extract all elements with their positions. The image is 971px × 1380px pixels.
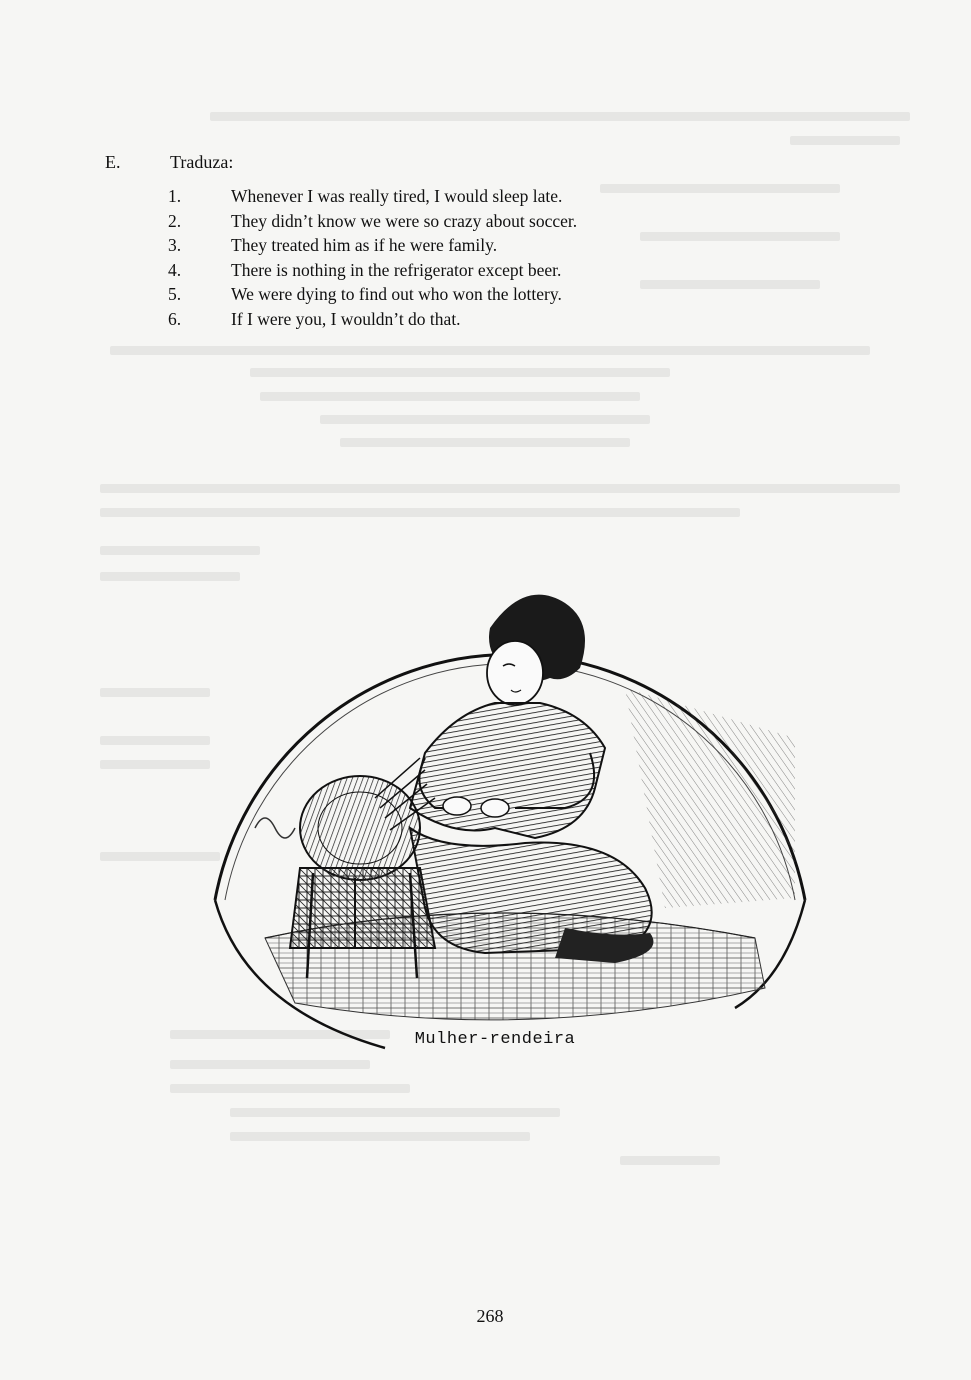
lace-maker-illustration bbox=[195, 508, 825, 1063]
translation-list bbox=[168, 184, 745, 332]
illustration-caption: Mulher-rendeira bbox=[414, 1030, 576, 1049]
item-number: 4. bbox=[168, 259, 182, 280]
list-item bbox=[168, 233, 745, 258]
list-item bbox=[168, 258, 745, 283]
item-text: They didn’t know we were so crazy about soccer. bbox=[231, 210, 578, 231]
lace-maker-engraving-icon bbox=[195, 508, 825, 1063]
exercise-instruction: Traduza: bbox=[170, 152, 234, 172]
exercise-letter: E. bbox=[105, 152, 121, 172]
item-text: We were dying to find out who won the lottery. bbox=[231, 284, 562, 305]
exercise-e bbox=[105, 150, 745, 332]
item-text: If I were you, I wouldn’t do that. bbox=[231, 308, 461, 329]
exercise-heading bbox=[105, 150, 745, 174]
item-number: 6. bbox=[168, 308, 182, 329]
item-number: 2. bbox=[168, 210, 182, 231]
list-item bbox=[168, 282, 745, 307]
list-item bbox=[168, 184, 745, 209]
item-number: 1. bbox=[168, 186, 182, 206]
page-number: 268 bbox=[476, 1306, 504, 1326]
list-item bbox=[168, 307, 745, 332]
item-number: 3. bbox=[168, 235, 182, 256]
item-text: They treated him as if he were family. bbox=[231, 235, 498, 256]
item-text: There is nothing in the refrigerator except beer. bbox=[231, 259, 562, 280]
list-item bbox=[168, 209, 745, 234]
item-text: Whenever I was really tired, I would sleep late. bbox=[231, 186, 563, 206]
item-number: 5. bbox=[168, 284, 182, 305]
